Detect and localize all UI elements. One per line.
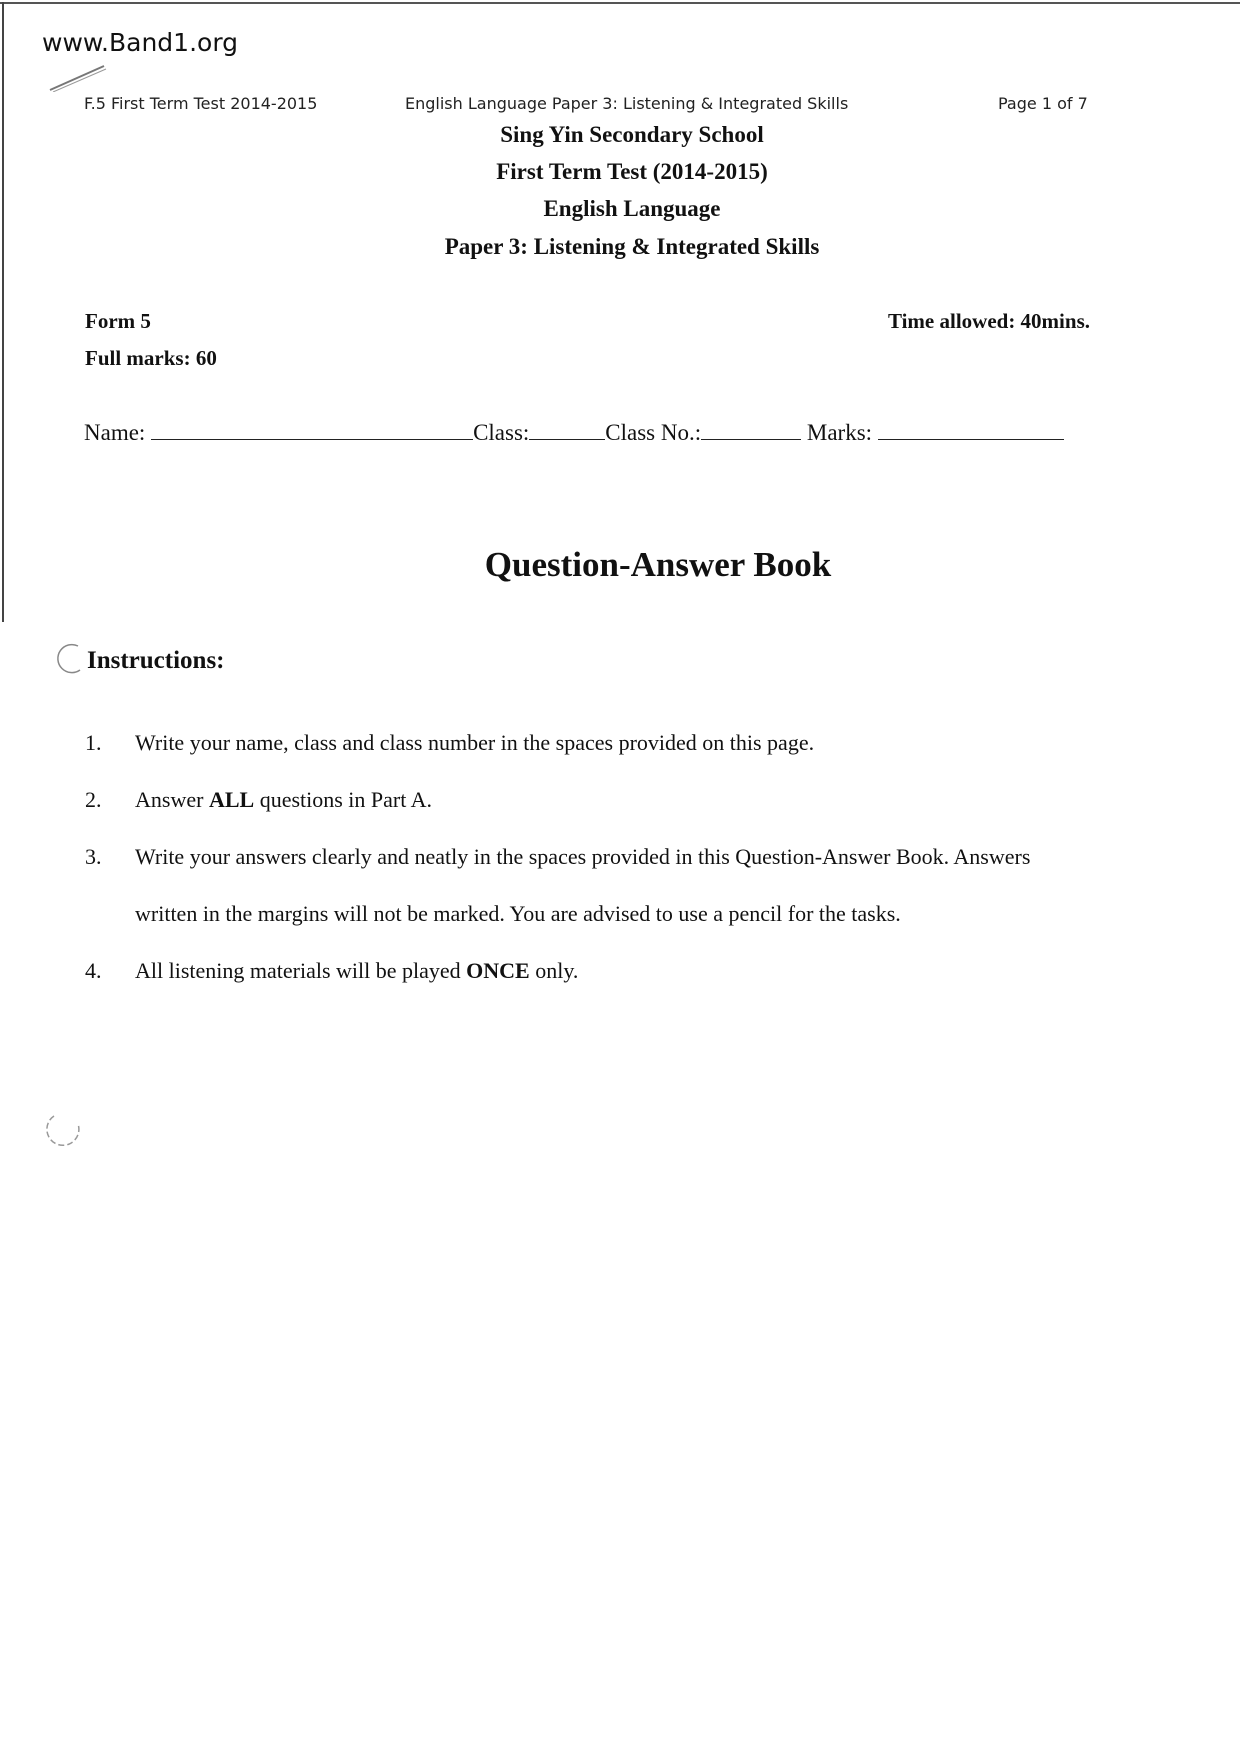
scan-edge-top <box>0 2 1240 4</box>
instruction-text: written in the margins will not be marked. You are advised to use a pencil for the tasks. <box>135 901 901 926</box>
instruction-text <box>135 958 578 984</box>
instructions-heading: Instructions: <box>87 647 225 674</box>
instruction-number: 1. <box>85 730 102 755</box>
name-field[interactable] <box>151 439 473 440</box>
header-left: F.5 First Term Test 2014-2015 <box>84 94 318 113</box>
instruction-text-part: Answer <box>135 787 209 812</box>
class-label: Class: <box>473 420 530 445</box>
instruction-number: 2. <box>85 787 102 812</box>
header-center: English Language Paper 3: Listening & Integrated Skills <box>405 94 849 113</box>
scan-edge-left <box>2 2 4 622</box>
pencil-mark-icon <box>48 62 108 92</box>
book-title: Question-Answer Book <box>484 545 832 584</box>
instruction-text <box>135 787 432 813</box>
school-name: Sing Yin Secondary School <box>500 122 764 147</box>
subject-title: English Language <box>543 196 721 221</box>
punch-hole-icon <box>44 1112 84 1152</box>
instruction-text-part: questions in Part A. <box>254 787 433 812</box>
instruction-text: Write your answers clearly and neatly in the spaces provided in this Question-Answer Book. Answers <box>135 844 1031 869</box>
instruction-text-part: All listening materials will be played <box>135 958 467 983</box>
instruction-number: 3. <box>85 844 102 869</box>
form-label: Form 5 <box>85 309 151 333</box>
student-info-row <box>84 420 1064 446</box>
paper-title: Paper 3: Listening & Integrated Skills <box>444 234 820 259</box>
exam-title: First Term Test (2014-2015) <box>496 159 768 184</box>
instruction-text: Write your name, class and class number in the spaces provided on this page. <box>135 730 815 755</box>
name-label: Name: <box>84 420 146 445</box>
watermark: www.Band1.org <box>42 28 239 57</box>
page-number: Page 1 of 7 <box>998 94 1088 113</box>
class-field[interactable] <box>529 439 605 440</box>
instruction-emphasis: ALL <box>208 787 255 812</box>
instruction-emphasis: ONCE <box>466 958 530 983</box>
time-allowed: Time allowed: 40mins. <box>887 309 1090 333</box>
instruction-text-part: only. <box>529 958 579 983</box>
marks-label: Marks: <box>806 420 873 445</box>
full-marks: Full marks: 60 <box>85 346 217 370</box>
punch-hole-icon <box>50 642 84 676</box>
class-no-field[interactable] <box>701 439 801 440</box>
instruction-number: 4. <box>85 958 102 983</box>
marks-field[interactable] <box>878 439 1064 440</box>
class-no-label: Class No.: <box>605 420 702 445</box>
